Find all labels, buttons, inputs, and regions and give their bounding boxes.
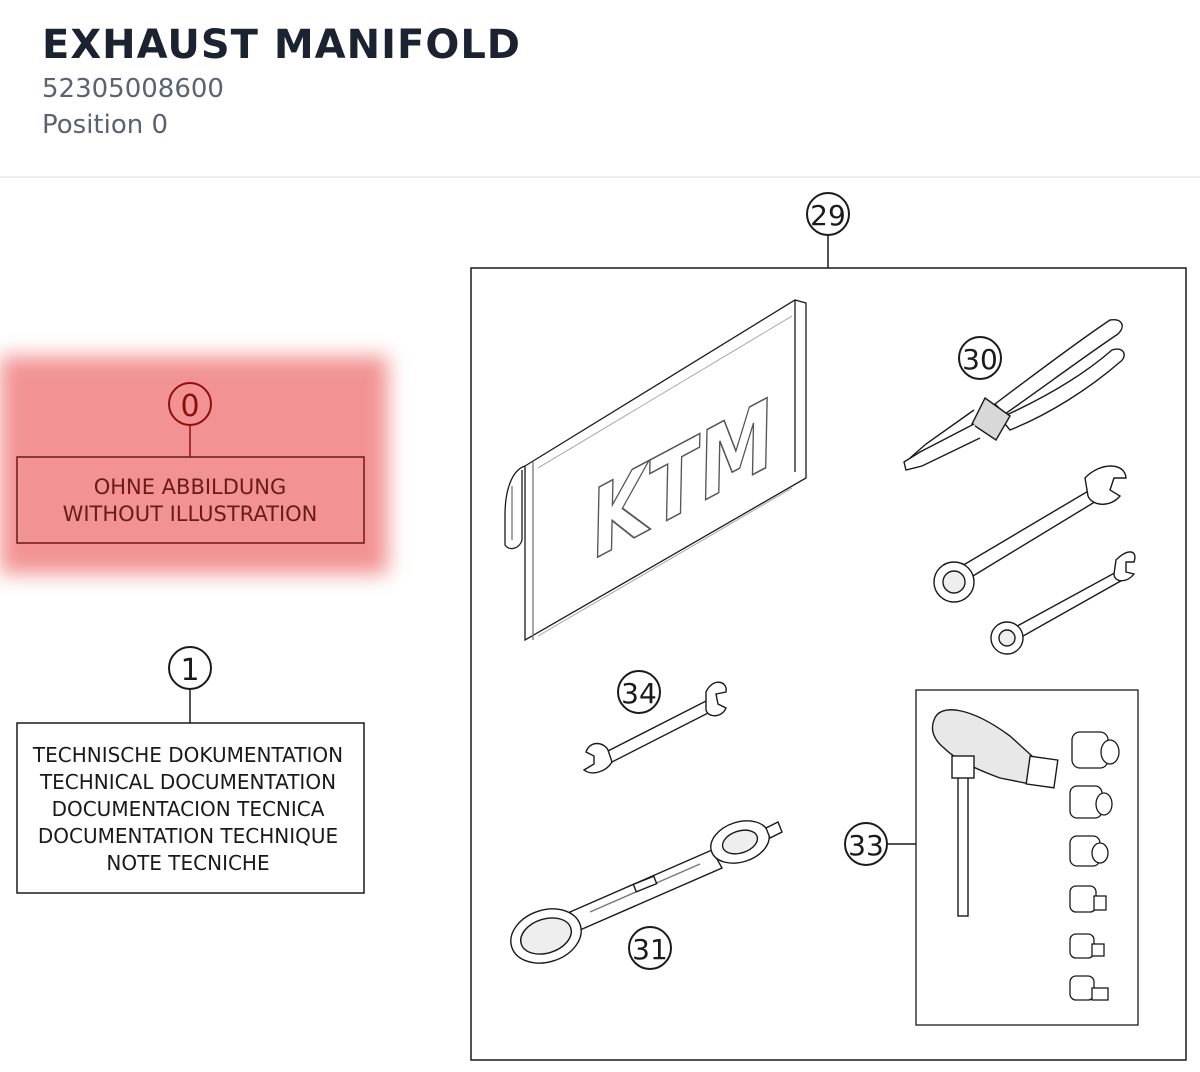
documentation-line-1: TECHNISCHE DOKUMENTATION — [32, 743, 344, 767]
callout-34: 34 — [621, 677, 657, 710]
socket-bits-icon — [1070, 732, 1119, 1000]
part-1-group[interactable] — [17, 647, 364, 893]
callout-0: 0 — [180, 389, 200, 424]
combination-wrench-large-icon — [934, 466, 1126, 602]
documentation-line-5: NOTE TECNICHE — [106, 851, 270, 875]
part-33-group[interactable] — [845, 690, 1138, 1025]
exploded-parts-diagram — [0, 178, 1200, 1072]
pliers-icon — [904, 320, 1124, 470]
part-31-group[interactable] — [504, 814, 782, 972]
documentation-line-3: DOCUMENTACION TECNICA — [51, 797, 325, 821]
part-30-group[interactable] — [904, 320, 1135, 654]
no-illustration-line-2: WITHOUT ILLUSTRATION — [62, 502, 318, 526]
documentation-line-4: DOCUMENTATION TECHNIQUE — [37, 824, 339, 848]
page-header — [0, 0, 1200, 176]
combination-wrench-small-icon — [991, 552, 1135, 654]
tool-pouch[interactable] — [505, 300, 806, 640]
page-title: EXHAUST MANIFOLD — [42, 22, 522, 68]
position-label: Position 0 — [42, 110, 169, 140]
brand-logo: KTM — [584, 379, 781, 580]
documentation-line-2: TECHNICAL DOCUMENTATION — [39, 770, 337, 794]
no-illustration-line-1: OHNE ABBILDUNG — [93, 475, 287, 499]
callout-30: 30 — [962, 343, 998, 376]
t-handle-icon — [932, 710, 1057, 916]
callout-1: 1 — [180, 653, 200, 688]
part-34-group[interactable] — [584, 671, 726, 773]
callout-29: 29 — [810, 199, 846, 232]
part-number: 52305008600 — [42, 74, 224, 104]
callout-31: 31 — [632, 933, 668, 966]
callout-33: 33 — [848, 829, 884, 862]
